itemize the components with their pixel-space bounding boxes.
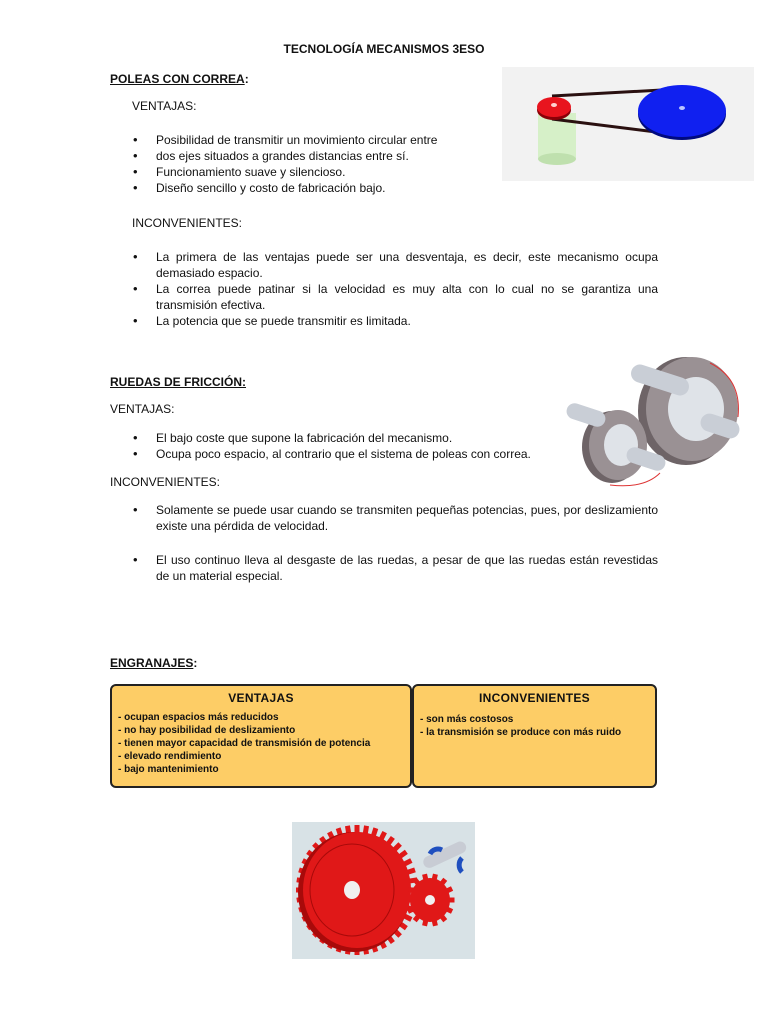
ventajas-box-title: VENTAJAS bbox=[228, 691, 294, 705]
ventajas-label: VENTAJAS: bbox=[132, 99, 197, 113]
pulley-support-base bbox=[538, 153, 576, 165]
heading-text: ENGRANAJES bbox=[110, 656, 194, 670]
small-gear-axle bbox=[425, 895, 435, 905]
poleas-inconvenientes-list bbox=[132, 249, 658, 329]
inconvenientes-box bbox=[412, 684, 657, 788]
inconvenientes-label: INCONVENIENTES: bbox=[110, 475, 221, 489]
list-item: • dos ejes situados a grandes distancias entre sí. bbox=[132, 148, 492, 164]
small-pulley-axle bbox=[551, 103, 557, 107]
heading-colon: : bbox=[244, 72, 249, 86]
gear-tooth bbox=[355, 825, 360, 833]
inconvenientes-box-title: INCONVENIENTES bbox=[479, 691, 590, 705]
list-item: - son más costosos bbox=[420, 714, 514, 725]
small-wheel-shaft bbox=[565, 401, 608, 429]
list-item: - elevado rendimiento bbox=[118, 751, 222, 762]
gears-illustration bbox=[292, 822, 475, 959]
list-item: • Ocupa poco espacio, al contrario que el sistema de poleas con correa. bbox=[132, 446, 572, 462]
ruedas-ventajas-list bbox=[132, 430, 572, 462]
large-gear-axle bbox=[344, 881, 360, 899]
ventajas-label: VENTAJAS: bbox=[110, 402, 175, 416]
ventajas-box bbox=[110, 684, 412, 788]
list-item: - ocupan espacios más reducidos bbox=[118, 712, 279, 723]
list-item: • Diseño sencillo y costo de fabricación bajo. bbox=[132, 180, 492, 196]
list-item: • Posibilidad de transmitir un movimiento circular entre bbox=[132, 132, 492, 148]
section-heading-engranajes bbox=[110, 656, 197, 670]
list-item: • La primera de las ventajas puede ser una desventaja, es decir, este mecanismo ocupa demasiado espacio. bbox=[132, 249, 658, 281]
list-item: • El uso continuo lleva al desgaste de las ruedas, a pesar de que las ruedas están revestidas de un material especial. bbox=[132, 552, 658, 584]
ruedas-inconvenientes-list bbox=[132, 502, 658, 602]
list-item: - tienen mayor capacidad de transmisión de potencia bbox=[118, 738, 371, 749]
poleas-ventajas-list bbox=[132, 132, 492, 196]
section-heading-poleas bbox=[110, 72, 249, 86]
inconvenientes-box-list bbox=[420, 713, 655, 739]
friction-wheels-illustration bbox=[560, 355, 752, 495]
list-item: • El bajo coste que supone la fabricación del mecanismo. bbox=[132, 430, 572, 446]
section-heading-ruedas: RUEDAS DE FRICCIÓN: bbox=[110, 375, 247, 389]
list-item: • La potencia que se puede transmitir es limitada. bbox=[132, 313, 658, 329]
list-item: • Funcionamiento suave y silencioso. bbox=[132, 164, 492, 180]
rotation-arrow-icon bbox=[459, 858, 462, 872]
list-item: • Solamente se puede usar cuando se transmiten pequeñas potencias, pues, por deslizamiento existe una pérdida de velocidad. bbox=[132, 502, 658, 534]
heading-text: POLEAS CON CORREA bbox=[110, 72, 245, 86]
list-item: • La correa puede patinar si la velocidad es muy alta con lo cual no se garantiza una transmisión efectiva. bbox=[132, 281, 658, 313]
page-title: TECNOLOGÍA MECANISMOS 3ESO bbox=[283, 42, 485, 56]
large-pulley bbox=[638, 85, 726, 137]
belt-pulley-illustration bbox=[502, 67, 754, 181]
list-item: - bajo mantenimiento bbox=[118, 764, 219, 775]
list-item: - no hay posibilidad de deslizamiento bbox=[118, 725, 296, 736]
ventajas-box-list bbox=[118, 711, 410, 776]
heading-colon: : bbox=[193, 656, 198, 670]
inconvenientes-label: INCONVENIENTES: bbox=[132, 216, 243, 230]
large-pulley-axle bbox=[679, 106, 685, 110]
list-item: - la transmisión se produce con más ruido bbox=[420, 727, 622, 738]
